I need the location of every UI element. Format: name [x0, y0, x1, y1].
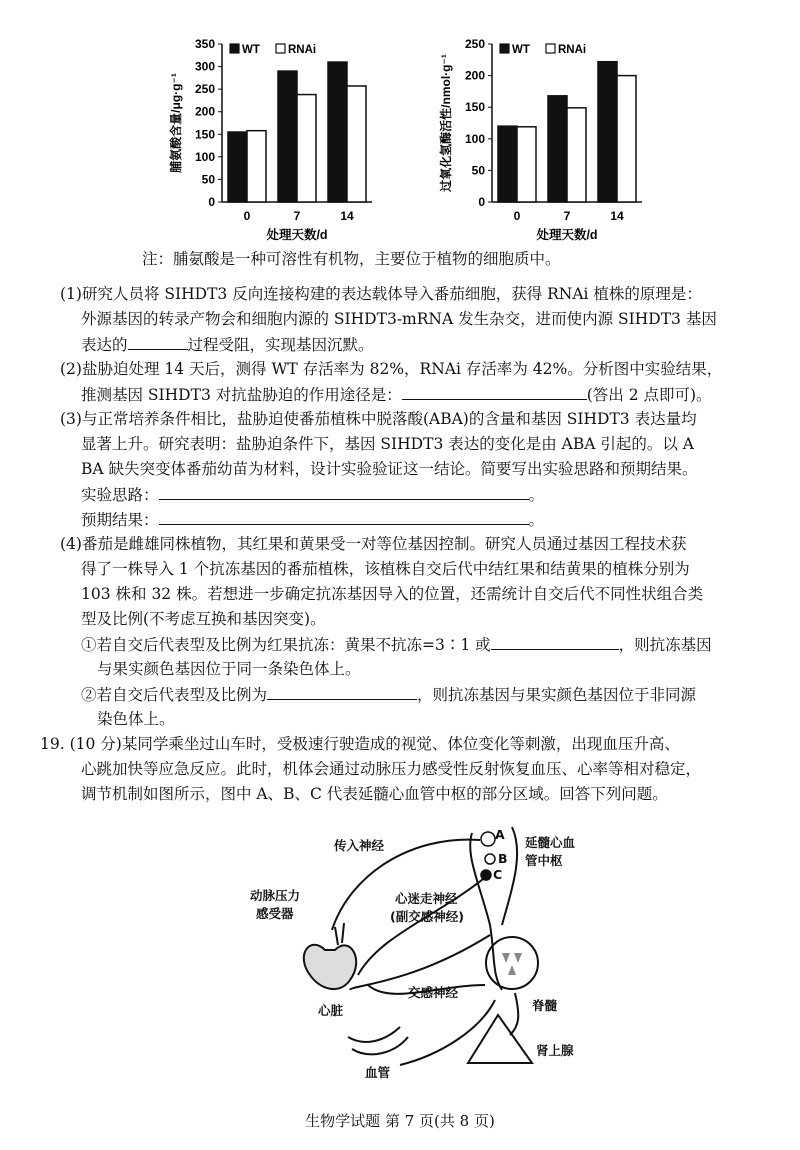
answer-blank-q3-result[interactable] — [159, 508, 529, 525]
legend-label-rnai: RNAi — [288, 44, 317, 56]
descending-path — [350, 935, 490, 990]
bar-rnai-7 — [567, 108, 586, 202]
adrenal-nerve-path — [510, 993, 518, 1035]
y-tick-label: 50 — [471, 163, 485, 178]
x-axis-title: 处理天数/d — [536, 228, 598, 242]
label-b: B — [498, 851, 508, 866]
bar-rnai-0 — [517, 127, 536, 202]
label-vagus-line1: 心迷走神经 — [395, 891, 458, 906]
x-tick-label: 7 — [293, 209, 301, 223]
neuron-c-shape — [481, 870, 491, 880]
bar-wt-14 — [328, 62, 347, 202]
q4-line7: ②若自交后代表型及比例为 ，则抗冻基因与果实颜色基因位于非同源 — [81, 683, 696, 706]
proline-chart — [160, 30, 390, 249]
page-footer: 生物学试题 第 7 页(共 8 页) — [305, 1112, 495, 1130]
legend-swatch-rnai — [276, 44, 285, 53]
label-heart: 心脏 — [318, 1003, 344, 1018]
y-axis-title: 过氧化氢酶活性/nmol·g⁻¹ — [439, 54, 453, 192]
y-tick-label: 200 — [464, 68, 485, 83]
q1-line3: 表达的 过程受阻，实现基因沉默。 — [81, 333, 374, 356]
q4-line8: 染色体上。 — [97, 710, 175, 728]
q3-line2: 显著上升。研究表明：盐胁迫条件下，基因 SIHDT3 表达的变化是由 ABA 引起的。以 A — [81, 435, 694, 453]
label-center-line1: 延髓心血 — [525, 835, 576, 850]
bar-wt-0 — [498, 126, 517, 202]
label-center-line2: 管中枢 — [525, 853, 563, 868]
q3-line4: 实验思路： 。 — [81, 483, 544, 506]
q4-line5: ①若自交后代表型及比例为红果抗冻：黄果不抗冻=3∶1 或 ，则抗冻基因 — [81, 633, 712, 656]
gray-matter-shape — [502, 953, 522, 975]
x-axis-title: 处理天数/d — [266, 228, 328, 242]
label-vagus-line2: (副交感神经) — [390, 909, 464, 924]
bar-rnai-0 — [247, 131, 266, 202]
bar-wt-7 — [548, 96, 567, 202]
legend-label-wt: WT — [242, 44, 260, 56]
q3-line3: BA 缺失突变体番茄幼苗为材料，设计实验验证这一结论。简要写出实验思路和预期结果。 — [81, 460, 698, 478]
vagus-nerve-path — [358, 875, 488, 975]
label-adrenal: 肾上腺 — [536, 1043, 574, 1058]
y-tick-label: 350 — [194, 37, 215, 51]
q19-line1: 19. (10 分)某同学乘坐过山车时，受极速行驶造成的视觉、体位变化等刺激，出现血压升高、 — [40, 735, 680, 753]
reflex-diagram — [240, 815, 610, 1085]
vessel-shape — [348, 1027, 400, 1042]
q2-line2: 推测基因 SIHDT3 对抗盐胁迫的作用途径是： (答出 2 点即可)。 — [81, 383, 712, 406]
y-tick-label: 100 — [194, 149, 215, 164]
q1-line1: (1)研究人员将 SIHDT3 反向连接构建的表达载体导入番茄细胞，获得 RNAi 植株的原理是： — [60, 285, 702, 303]
q3-line1: (3)与正常培养条件相比，盐胁迫使番茄植株中脱落酸(ABA)的含量和基因 SIHDT3 表达量均 — [60, 410, 697, 428]
bar-rnai-14 — [347, 86, 366, 202]
bar-wt-14 — [598, 62, 617, 202]
y-tick-label: 100 — [464, 131, 485, 146]
answer-blank-q4-2[interactable] — [267, 683, 417, 700]
neuron-b-shape — [485, 854, 495, 864]
label-vessel: 血管 — [365, 1065, 391, 1080]
label-baroreceptor-line2: 感受器 — [256, 906, 294, 921]
y-tick-label: 300 — [194, 59, 215, 74]
legend-swatch-rnai — [546, 44, 555, 53]
bar-wt-0 — [228, 132, 247, 202]
x-tick-label: 0 — [243, 209, 251, 223]
bar-rnai-7 — [297, 95, 316, 202]
x-tick-label: 14 — [610, 209, 624, 223]
bar-rnai-14 — [617, 76, 636, 202]
neuron-a-shape — [481, 832, 495, 846]
legend-label-rnai: RNAi — [558, 44, 587, 56]
q1-line2: 外源基因的转录产物会和细胞内源的 SIHDT3-mRNA 发生杂交，进而使内源 SIHDT3 基因 — [81, 310, 717, 328]
y-tick-label: 50 — [201, 172, 215, 187]
label-afferent-nerve: 传入神经 — [334, 838, 385, 853]
answer-blank-q3-idea[interactable] — [159, 483, 529, 500]
label-spinal-cord: 脊髓 — [532, 998, 558, 1013]
q4-line4: 型及比例(不考虑互换和基因突变)。 — [81, 610, 326, 628]
legend-swatch-wt — [500, 44, 509, 53]
q4-line1: (4)番茄是雌雄同株植物，其红果和黄果受一对等位基因控制。研究人员通过基因工程技术获 — [60, 535, 687, 553]
x-tick-label: 7 — [563, 209, 571, 223]
y-tick-label: 200 — [194, 104, 215, 119]
q4-line6: 与果实颜色基因位于同一条染色体上。 — [97, 660, 361, 678]
y-tick-label: 0 — [208, 195, 215, 209]
q4-line3: 103 株和 32 株。若想进一步确定抗冻基因导入的位置，还需统计自交后代不同性状组合类 — [81, 585, 704, 603]
answer-blank-q4-1[interactable] — [491, 633, 619, 650]
q4-line2: 得了一株导入 1 个抗冻基因的番茄植株，该植株自交后代中结红果和结黄果的植株分别为 — [81, 560, 690, 578]
y-tick-label: 150 — [194, 127, 215, 142]
label-baroreceptor-line1: 动脉压力 — [250, 888, 301, 903]
y-tick-label: 0 — [478, 195, 485, 209]
catalase-chart-svg — [430, 30, 660, 245]
x-tick-label: 14 — [340, 209, 354, 223]
label-a: A — [495, 827, 505, 842]
y-tick-label: 250 — [194, 82, 215, 97]
note-line: 注：脯氨酸是一种可溶性有机物，主要位于植物的细胞质中。 — [142, 250, 561, 268]
proline-chart-svg — [160, 30, 390, 245]
q3-line5: 预期结果： 。 — [81, 508, 544, 531]
x-tick-label: 0 — [513, 209, 521, 223]
label-c: C — [493, 867, 503, 882]
y-axis-title: 脯氨酸含量/μg·g⁻¹ — [169, 73, 183, 173]
q19-line3: 调节机制如图所示，图中 A、B、C 代表延髓心血管中枢的部分区域。回答下列问题。 — [81, 785, 668, 803]
legend-label-wt: WT — [512, 44, 530, 56]
vessel-nerve-path — [400, 1000, 495, 1065]
bar-wt-7 — [278, 71, 297, 202]
q19-line2: 心跳加快等应急反应。此时，机体会通过动脉压力感受性反射恢复血压、心率等相对稳定， — [81, 760, 702, 778]
y-tick-label: 150 — [464, 100, 485, 115]
q2-line1: (2)盐胁迫处理 14 天后，测得 WT 存活率为 82%，RNAi 存活率为 42%。分析图中实验结果， — [60, 360, 723, 378]
y-tick-label: 250 — [464, 37, 485, 51]
heart-shape — [304, 923, 356, 989]
catalase-chart — [430, 30, 660, 249]
answer-blank-q1[interactable] — [128, 333, 188, 350]
legend-swatch-wt — [230, 44, 239, 53]
label-sympathetic: 交感神经 — [408, 985, 459, 1000]
answer-blank-q2[interactable] — [402, 383, 587, 400]
